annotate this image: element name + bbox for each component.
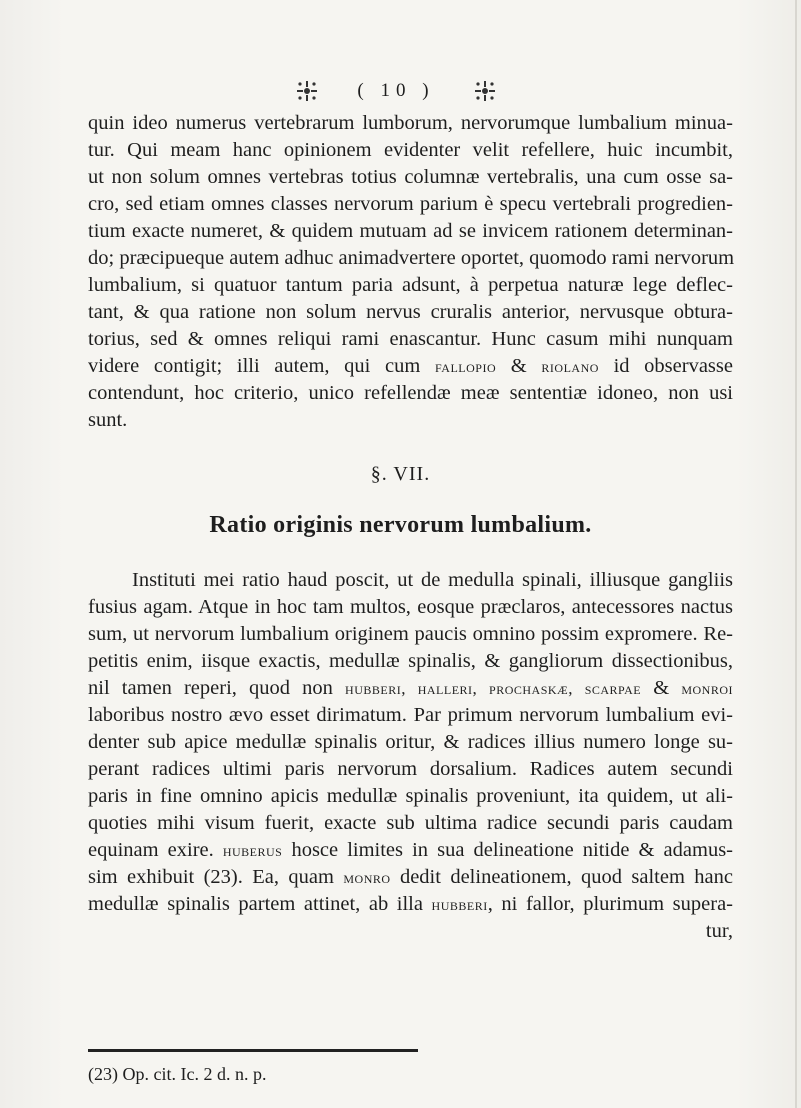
- text-line: petitis enim, iisque exactis, medullæ spinalis, & gangliorum dissectionibus,: [88, 650, 733, 672]
- text-span: equinam exire.: [88, 839, 223, 861]
- author-name: monroi: [681, 679, 733, 698]
- author-name: riolano: [541, 357, 599, 376]
- text-line: lumbalium, si quatuor tantum paria adsunt, à perpetua naturæ lege deflec-: [88, 274, 733, 296]
- text-line: tant, & qua ratione non solum nervus cruralis anterior, nervusque obtura-: [88, 301, 733, 323]
- text-line: [88, 675, 733, 702]
- page-number: ( 10 ): [357, 80, 435, 101]
- text-line: contendunt, hoc criterio, unico refellendæ meæ sententiæ idoneo, non usi: [88, 382, 733, 404]
- page-header: [296, 78, 496, 104]
- text-line: [88, 891, 733, 918]
- author-names: hubberi, halleri, prochaskæ, scarpae: [345, 679, 642, 698]
- text-line: tur. Qui meam hanc opinionem evidenter velit refellere, huic incumbit,: [88, 139, 733, 161]
- text-line: laboribus nostro ævo esset dirimatum. Par primum nervorum lumbalium evi-: [88, 704, 733, 726]
- author-name: fallopio: [435, 357, 497, 376]
- text-line: sunt.: [88, 409, 128, 431]
- text-span: dedit delineationem, quod saltem hanc: [390, 866, 733, 888]
- text-span: &: [496, 355, 542, 377]
- footnote: (23) Op. cit. Ic. 2 d. n. p.: [88, 1064, 267, 1084]
- catchword: tur,: [705, 920, 733, 942]
- text-line: Instituti mei ratio haud poscit, ut de medulla spinali, illiusque gangliis: [132, 569, 733, 591]
- page-edge: [795, 0, 797, 1108]
- text-span: , ni fallor, plurimum supera-: [487, 893, 733, 915]
- text-line: ut non solum omnes vertebras totius columnæ vertebralis, una cum osse sa-: [88, 166, 733, 188]
- footnote-rule: [88, 1049, 418, 1052]
- author-name: hubberi: [431, 895, 488, 914]
- text-line: [88, 353, 733, 380]
- left-ornament-icon: [296, 80, 318, 102]
- text-line: perant radices ultimi paris nervorum dorsalium. Radices autem secundi: [88, 758, 733, 780]
- text-line: quoties mihi visum fuerit, exacte sub ultima radice secundi paris caudam: [88, 812, 733, 834]
- text-line: [88, 864, 733, 891]
- text-line: do; præcipueque autem adhuc animadvertere oportet, quomodo rami nervorum: [88, 247, 735, 269]
- text-line: tium exacte numeret, & quidem mutuam ad se invicem rationem determinan-: [88, 220, 733, 242]
- text-line: [88, 837, 733, 864]
- text-span: &: [641, 677, 682, 699]
- text-span: id observasse: [598, 355, 733, 377]
- text-span: nil tamen reperi, quod non: [88, 677, 346, 699]
- text-line: fusius agam. Atque in hoc tam multos, eosque præclaros, antecessores nactus: [88, 596, 733, 618]
- text-line: denter sub apice medullæ spinalis oritur, & radices illius numero longe su-: [88, 731, 733, 753]
- text-line: quin ideo numerus vertebrarum lumborum, nervorumque lumbalium minua-: [88, 112, 733, 134]
- text-span: sim exhibuit (23). Ea, quam: [88, 866, 344, 888]
- right-ornament-icon: [474, 80, 496, 102]
- text-span: videre contigit; illi autem, qui cum: [88, 355, 435, 377]
- text-line: cro, sed etiam omnes classes nervorum parium è specu vertebrali progredien-: [88, 193, 733, 215]
- text-line: paris in fine omnino apicis medullæ spinalis proveniunt, ita quidem, ut ali-: [88, 785, 733, 807]
- author-name: monro: [343, 868, 391, 887]
- text-line: sum, ut nervorum lumbalium originem paucis omnino possim expromere. Re-: [88, 623, 733, 645]
- text-span: medullæ spinalis partem attinet, ab illa: [88, 893, 432, 915]
- text-line: torius, sed & omnes reliqui rami enascantur. Hunc casum mihi nunquam: [88, 328, 733, 350]
- section-title: Ratio originis nervorum lumbalium.: [209, 512, 592, 538]
- author-name: huberus: [222, 841, 283, 860]
- section-number: §. VII.: [370, 463, 431, 485]
- text-span: hosce limites in sua delineatione nitide & adamus-: [282, 839, 733, 861]
